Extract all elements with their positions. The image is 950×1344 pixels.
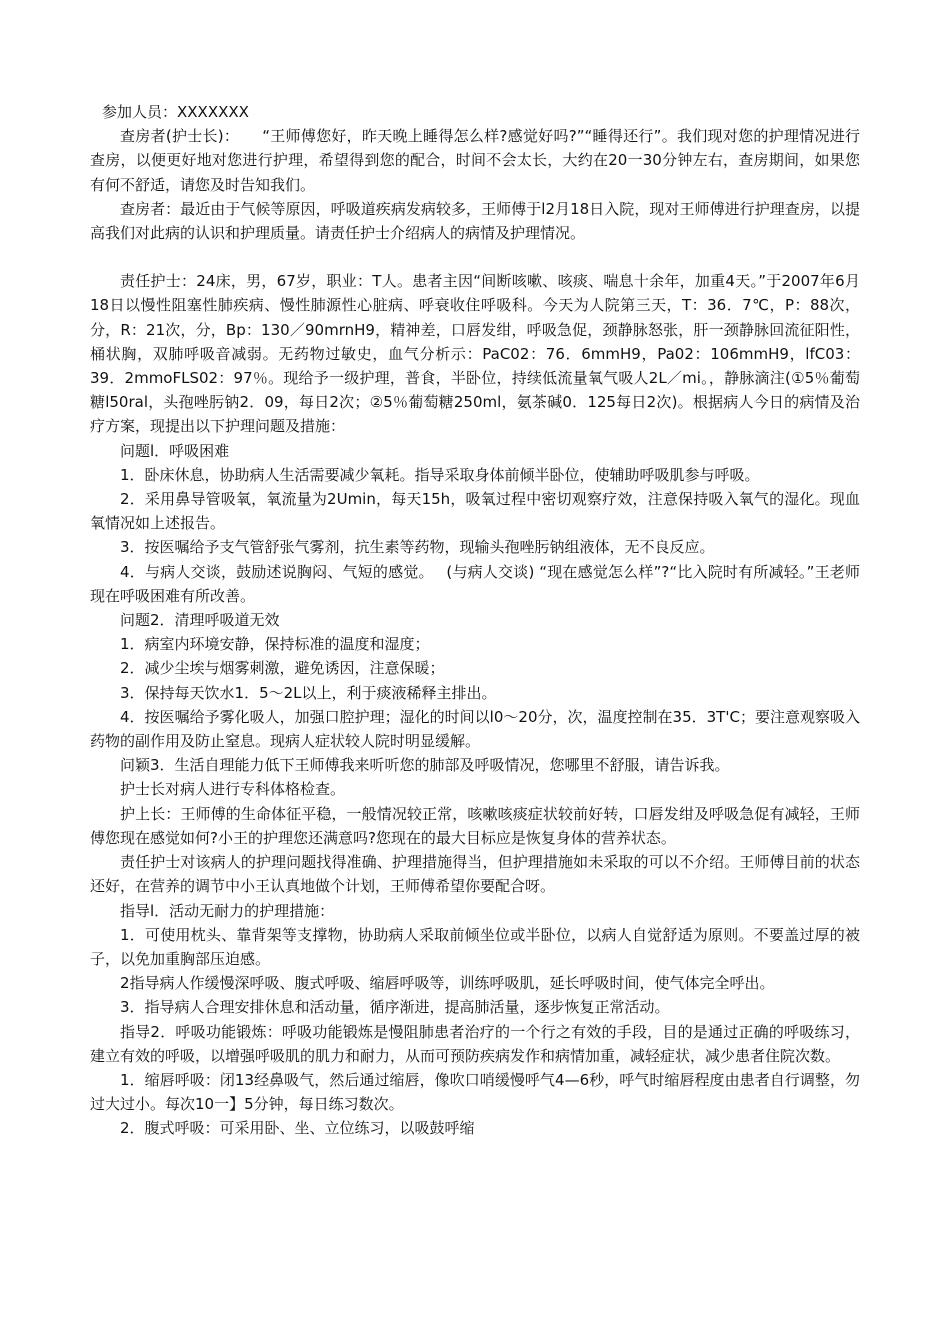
problem-1-item-4: 4．与病人交谈，鼓励述说胸闷、气短的感觉。 (与病人交谈) “现在感觉怎么样”?“比入院时有所减轻。”王老师现在呼吸困难有所改善。 [90, 562, 860, 605]
guidance-2-heading: 指导2．呼吸功能锻炼：呼吸功能锻炼是慢阻肺患者治疗的一个行之有效的手段，目的是通过正确的呼吸练习，建立有效的呼吸，以增强呼吸肌的肌力和耐力，从而可预防疾病发作和病情加重，减轻症状，减少患者住院次数。 [90, 1022, 860, 1065]
paragraph-evaluation: 责任护士对该病人的护理问题找得准确、护理措施得当，但护理措施如未采取的可以不介绍。王师傅目前的状态还好，在营养的调节中小王认真地做个计划，王师傅希望你要配合呀。 [90, 853, 860, 896]
problem-2-item-4: 4．按医嘱给予雾化吸人，加强口腔护理；湿化的时间以l0～20分，次，温度控制在35．3T'C；要注意观察吸入药物的副作用及防止窒息。现病人症状较人院时明显缓解。 [90, 707, 860, 751]
problem-2-item-2: 2．减少尘埃与烟雾刺激，避免诱因，注意保暖； [120, 659, 445, 678]
problem-2-item-1: 1．病室内环境安静，保持标准的温度和湿度； [120, 635, 430, 654]
paragraph-head-nurse-remarks: 护上长：王师傅的生命体征平稳，一般情况较正常，咳嗽咳痰症状较前好转，口唇发绀及呼吸急促有减轻，王师傅您现在感觉如何?小王的护理您还满意吗?您现在的最大目标应是恢复身体的营养状态。 [90, 804, 860, 847]
participants-line: 参加人员：XXXXXXX [102, 103, 249, 121]
guidance-2-item-1: 1．缩唇呼吸：闭13经鼻吸气，然后通过缩唇，像吹口哨缓慢呼气4—6秒，呼气时缩唇程度由患者自行调整，勿过大过小。每次10一】5分钟，每日练习数次。 [90, 1070, 860, 1114]
problem-2-item-3: 3．保持每天饮水1．5～2L以上，利于痰液稀释主排出。 [120, 683, 497, 702]
problem-1-item-1: 1．卧床休息，协助病人生活需要减少氧耗。指导采取身体前倾半卧位，使辅助呼吸肌参与呼吸。 [120, 465, 760, 484]
paragraph-purpose: 查房者：最近由于气候等原因，呼吸道疾病发病较多，王师傅于l2月18日入院，现对王师傅进行护理查房，以提高我们对此病的认识和护理质量。请责任护士介绍病人的病情及护理情况。 [90, 199, 860, 243]
paragraph-case-report: 责任护士：24床，男，67岁，职业：T人。患者主因“间断咳嗽、咳痰、喘息十余年，加重4天。”于2007年6月18日以慢性阻塞性肺疾病、慢性肺源性心脏病、呼衰收住呼吸科。今天为人院第三天，T：36．7℃，P：88次，分，R：21次，分，Bp：130／90mrnH9，精神差，口唇发绀，呼吸急促，颈静脉怒张，肝一颈静脉回流征阳性，桶状胸，双肺呼吸音减弱。无药物过敏史，血气分析示：PaC02：76．6mmH9，Pa02：106mmH9，lfC03：39．2mmoFLS02：97％。现给予一级护理，普食，半卧位，持续低流量氧气吸人2L／mi。，静脉滴注(①5％葡萄糖l50ral，头孢唑肟钠2．09，每日2次；②5％葡萄糖250ml，氨茶碱0．125每日2次)。根据病人今日的病情及治疗方案，现提出以下护理问题及措施： [90, 272, 860, 436]
guidance-1-item-1: 1．可使用枕头、靠背架等支撑物，协助病人采取前倾坐位或半卧位，以病人自觉舒适为原则。不要盖过厚的被子，以免加重胸部压迫感。 [90, 925, 860, 968]
problem-3-heading: 问颖3．生活自理能力低下王师傅我来听听您的肺部及呼吸情况，您哪里不舒服，请告诉我。 [120, 756, 730, 775]
paragraph-opening: 查房者(护士长)： “王师傅您好，昨天晚上睡得怎么样?感觉好吗?”“睡得还行”。我们现对您的护理情况进行查房，以便更好地对您进行护理，希望得到您的配合，时间不会太长，大约在20一30分钟左右，查房期间，如果您有何不舒适，请您及时告知我们。 [90, 127, 860, 194]
problem-1-item-3: 3．按医嘱给予支气管舒张气雾剂，抗生素等药物，现输头孢唑肟钠组液体，无不良反应。 [120, 538, 715, 557]
blank-line [90, 245, 860, 269]
document-body [90, 100, 860, 1141]
problem-2-heading: 问题2．清理呼吸道无效 [120, 611, 280, 630]
paragraph-exam: 护士长对病人进行专科体格检查。 [120, 780, 346, 799]
problem-1-item-2: 2．采用鼻导管吸氧，氧流量为2Umin，每天15h，吸氧过程中密切观察疗效，注意保持吸入氧气的湿化。现血氧情况如上述报告。 [90, 490, 860, 533]
guidance-2-item-2: 2．腹式呼吸：可采用卧、坐、立位练习，以吸鼓呼缩 [120, 1119, 475, 1138]
problem-1-heading: 问题l．呼吸困难 [120, 441, 230, 460]
guidance-1-heading: 指导l．活动无耐力的护理措施： [120, 901, 335, 920]
guidance-1-item-3: 3．指导病人合理安排休息和活动量，循序渐进，提高肺活量，逐步恢复正常活动。 [120, 998, 670, 1017]
guidance-1-item-2: 2指导病人作缓慢深呼吸、腹式呼吸、缩唇呼吸等，训练呼吸肌，延长呼吸时间，使气体完全呼出。 [120, 974, 775, 993]
